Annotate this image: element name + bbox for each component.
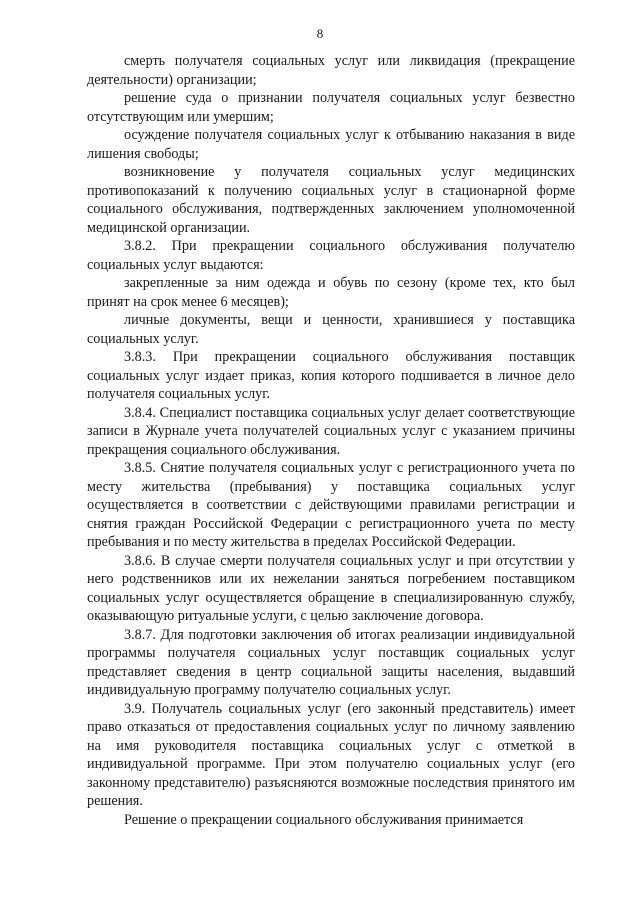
paragraph: личные документы, вещи и ценности, хранившиеся у поставщика социальных услуг. [87, 312, 575, 347]
paragraph: решение суда о признании получателя социальных услуг безвестно отсутствующим или умершим; [87, 90, 575, 125]
paragraph: 3.8.3. При прекращении социального обслуживания поставщик социальных услуг издает приказ, копия которого подшивается в личное дело получателя социальных услуг. [87, 349, 575, 402]
paragraph: возникновение у получателя социальных услуг медицинских противопоказаний к получению социальных услуг в стационарной форме социального обслуживания, подтвержденных заключением уполномоченной медицинской организации. [87, 164, 575, 236]
paragraph: смерть получателя социальных услуг или ликвидация (прекращение деятельности) организации; [87, 53, 575, 88]
paragraph: осуждение получателя социальных услуг к отбыванию наказания в виде лишения свободы; [87, 127, 575, 162]
paragraph: 3.8.6. В случае смерти получателя социальных услуг и при отсутствии у него родственников или их нежелании заняться погребением поставщиком социальных услуг осуществляется обращение в специализированную службу, оказывающую ритуальные услуги, с целью заключение договора. [87, 552, 575, 624]
page-number: 8 [316, 26, 324, 41]
paragraph: 3.9. Получатель социальных услуг (его законный представитель) имеет право отказаться от предоставления социальных услуг по личному заявлению на имя руководителя поставщика социальных услуг с отметкой в индивидуальной программе. При этом получателю социальных услуг (его законному представителю) разъясняются возможные последствия принятого им решения. [87, 700, 575, 809]
paragraph: 3.8.2. При прекращении социального обслуживания получателю социальных услуг выдаются: [87, 238, 575, 273]
paragraph: 3.8.5. Снятие получателя социальных услуг с регистрационного учета по месту жительства (пребывания) у поставщика социальных услуг осуществляется в соответствии с действующими правилами регистрации и снятия граждан Российской Федерации с регистрационного учета по месту пребывания и по месту жительства в пределах Российской Федерации. [87, 460, 575, 550]
paragraph: 3.8.7. Для подготовки заключения об итогах реализации индивидуальной программы получателя социальных услуг поставщик социальных услуг представляет сведения в центр социальной защиты населения, выдавший индивидуальную программу получателю социальных услуг. [87, 626, 575, 698]
paragraph: закрепленные за ним одежда и обувь по сезону (кроме тех, кто был принят на срок менее 6 месяцев); [87, 275, 575, 310]
paragraph: 3.8.4. Специалист поставщика социальных услуг делает соответствующие записи в Журнале учета получателей социальных услуг с указанием причины прекращения социального обслуживания. [87, 404, 575, 458]
paragraph: Решение о прекращении социального обслуживания принимается [124, 811, 524, 828]
document-body [87, 52, 575, 829]
